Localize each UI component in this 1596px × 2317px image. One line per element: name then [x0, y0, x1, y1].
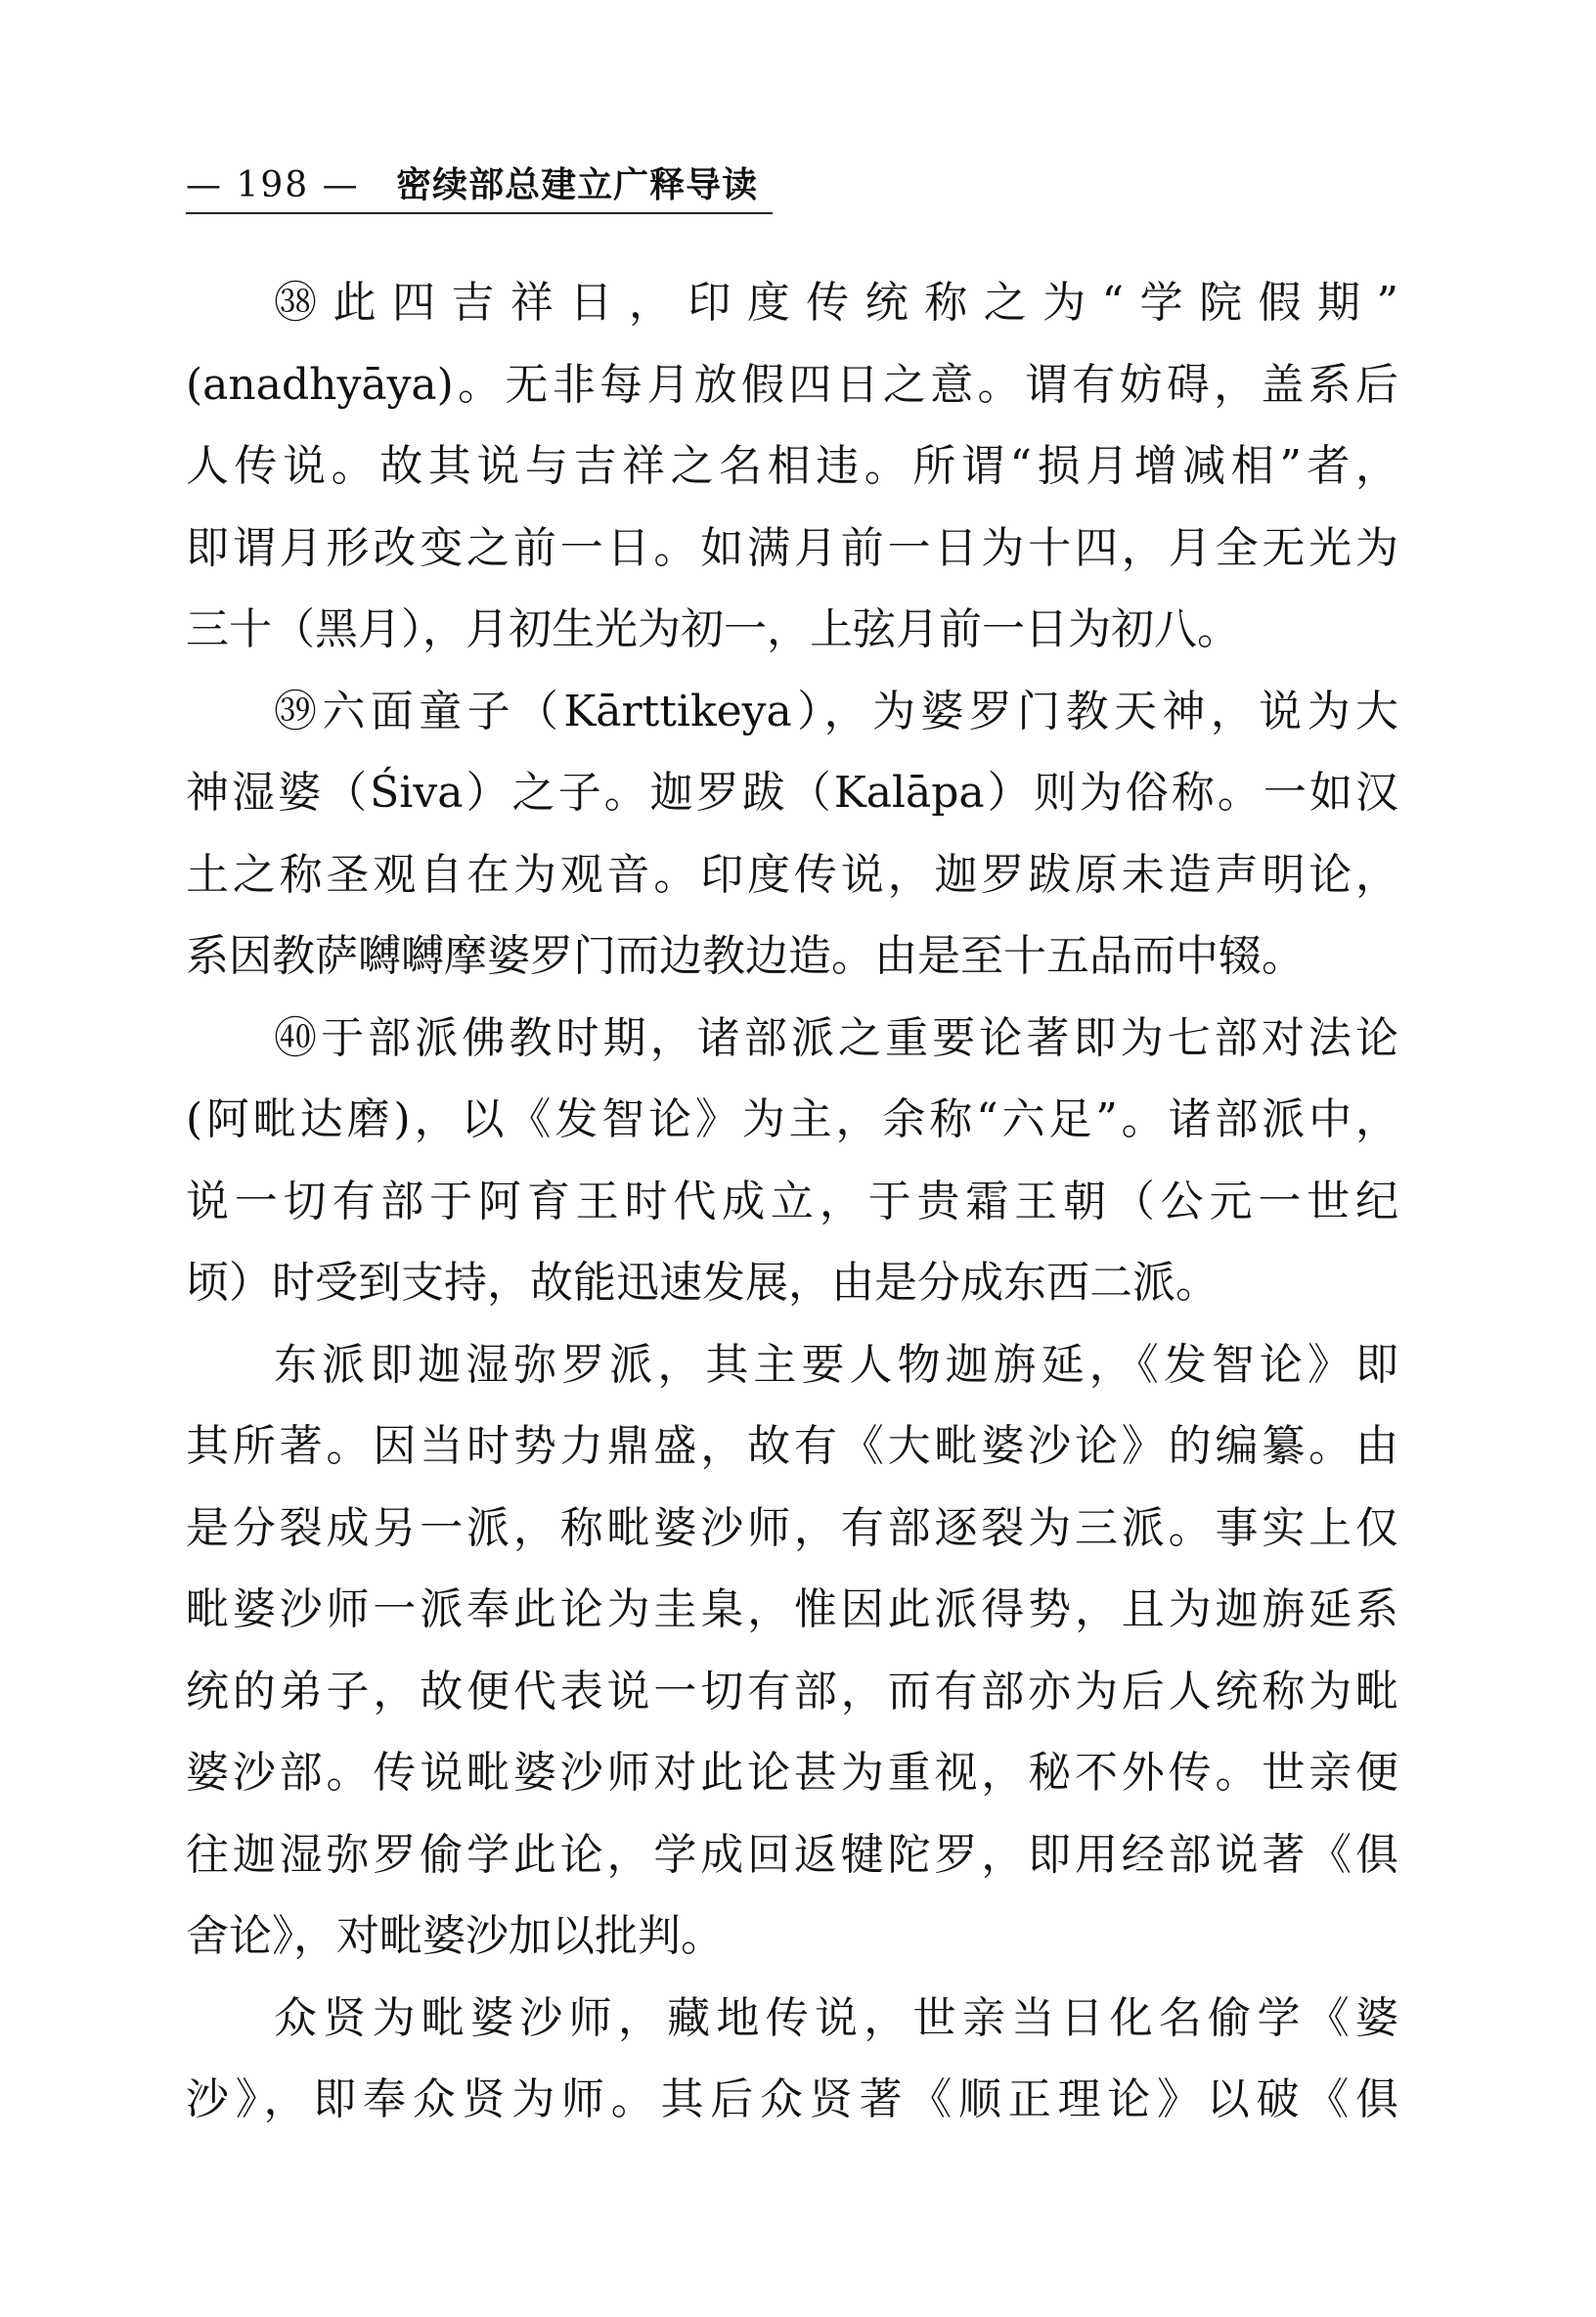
text-line: 神湿婆（Śiva）之子。迦罗跋（Kalāpa）则为俗称。一如汉 — [186, 768, 1398, 818]
running-header — [186, 161, 773, 214]
paragraph-note-38 — [186, 262, 1398, 671]
text-line: 顷）时受到支持，故能迅速发展，由是分成东西二派。 — [186, 1258, 1219, 1308]
text-line: 毗婆沙师一派奉此论为圭臬，惟因此派得势，且为迦旃延系 — [186, 1584, 1398, 1634]
text-line: 其所著。因当时势力鼎盛，故有《大毗婆沙论》的编纂。由 — [186, 1421, 1398, 1471]
text-line: 众贤为毗婆沙师，藏地传说，世亲当日化名偷学《婆 — [274, 1992, 1398, 2043]
text-line: (阿毗达磨)，以《发智论》为主，余称“六足”。诸部派中， — [186, 1094, 1398, 1144]
text-line: 人传说。故其说与吉祥之名相违。所谓“损月增减相”者， — [186, 441, 1398, 491]
text-line: 沙》，即奉众贤为师。其后众贤著《顺正理论》以破《俱 — [186, 2074, 1398, 2124]
text-line: 婆沙部。传说毗婆沙师对此论甚为重视，秘不外传。世亲便 — [186, 1748, 1398, 1798]
text-line: 即谓月形改变之前一日。如满月前一日为十四，月全无光为 — [186, 522, 1398, 573]
text-line: 土之称圣观自在为观音。印度传说，迦罗跋原未造声明论， — [186, 849, 1398, 900]
text-line: 系因教萨嚩嚩摩婆罗门而边教边造。由是至十五品而中辍。 — [186, 931, 1305, 981]
text-line: (anadhyāya)。无非每月放假四日之意。谓有妨碍，盖系后 — [186, 359, 1398, 410]
text-line: ㊵于部派佛教时期，诸部派之重要论著即为七部对法论 — [274, 1012, 1398, 1063]
paragraph-note-40 — [186, 998, 1398, 1324]
paragraph-note-39 — [186, 671, 1398, 998]
text-line: 东派即迦湿弥罗派，其主要人物迦旃延，《发智论》即 — [274, 1339, 1398, 1390]
text-line: 说一切有部于阿育王时代成立，于贵霜王朝（公元一世纪 — [186, 1176, 1398, 1226]
text-line: 统的弟子，故便代表说一切有部，而有部亦为后人统称为毗 — [186, 1666, 1398, 1716]
book-title: 密续部总建立广释导读 — [396, 164, 759, 205]
page-number: — 198 — — [186, 165, 360, 205]
body-text — [186, 262, 1398, 2141]
text-line: ㊴六面童子（Kārttikeya），为婆罗门教天神，说为大 — [274, 686, 1398, 736]
text-line: 舍论》，对毗婆沙加以批判。 — [186, 1911, 724, 1961]
text-line: ㊳此四吉祥日，印度传统称之为“学院假期” — [274, 278, 1398, 328]
text-line: 三十（黑月），月初生光为初一，上弦月前一日为初八。 — [186, 604, 1240, 654]
paragraph-sanghabhadra — [186, 1978, 1398, 2141]
paragraph-eastern-school — [186, 1324, 1398, 1978]
text-line: 往迦湿弥罗偷学此论，学成回返犍陀罗，即用经部说著《俱 — [186, 1829, 1398, 1880]
text-line: 是分裂成另一派，称毗婆沙师，有部逐裂为三派。事实上仅 — [186, 1502, 1398, 1553]
